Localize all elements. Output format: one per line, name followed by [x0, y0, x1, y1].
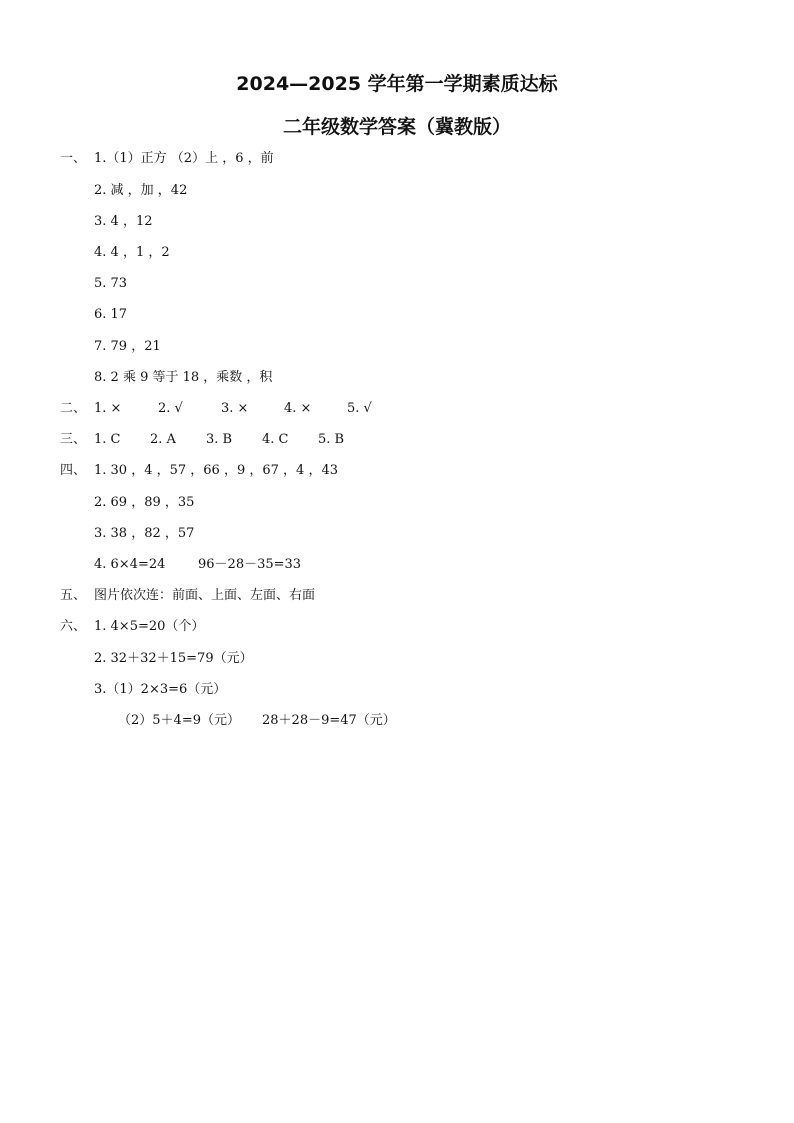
section-4-item-4b: 96－28－35=33 — [198, 557, 302, 572]
section-3-item-2: 2. A — [150, 432, 176, 447]
section-1-label: 一、 — [60, 151, 87, 166]
section-4-label: 四、 — [60, 463, 87, 478]
section-1-item-7: 7. 79 ，21 — [94, 339, 161, 354]
section-6-label: 六、 — [60, 619, 87, 634]
section-1-item-6: 6. 17 — [94, 307, 128, 322]
section-1-item-1: 1.（1）正方 （2）上 ，6 ，前 — [94, 151, 274, 166]
section-3-label: 三、 — [60, 432, 87, 447]
section-5-text: 图片依次连：前面、上面、左面、右面 — [94, 588, 316, 603]
document-subtitle: 二年级数学答案（冀教版） — [282, 116, 511, 138]
section-2-item-5: 5. √ — [347, 401, 372, 416]
section-5-label: 五、 — [60, 588, 87, 603]
section-4-item-1: 1. 30 ，4 ，57 ，66 ，9 ，67 ，4 ，43 — [94, 463, 338, 478]
section-2-item-4: 4. × — [284, 401, 312, 416]
section-3-item-1: 1. C — [94, 432, 121, 447]
section-1-item-3: 3. 4 ，12 — [94, 214, 153, 229]
section-1-item-8: 8. 2 乘 9 等于 18 ，乘数 ，积 — [94, 370, 273, 385]
section-6-item-2: 2. 32＋32＋15=79（元） — [94, 651, 253, 666]
section-2-label: 二、 — [60, 401, 87, 416]
section-1-item-4: 4. 4 ，1 ，2 — [94, 245, 170, 260]
section-4-item-2: 2. 69 ，89 ，35 — [94, 495, 195, 510]
section-4-item-4a: 4. 6×4=24 — [94, 557, 166, 572]
section-2-item-1: 1. × — [94, 401, 122, 416]
section-1-item-5: 5. 73 — [94, 276, 128, 291]
section-4-item-3: 3. 38 ，82 ，57 — [94, 526, 195, 541]
section-6-item-1: 1. 4×5=20（个） — [94, 619, 205, 634]
section-6-item-3: 3.（1）2×3=6（元） — [94, 682, 227, 697]
section-3-item-3: 3. B — [206, 432, 233, 447]
section-1-item-2: 2. 减 ，加 ，42 — [94, 183, 188, 198]
section-3-item-4: 4. C — [262, 432, 289, 447]
section-3-item-5: 5. B — [318, 432, 345, 447]
section-6-item-3-part-2: （2）5＋4=9（元） — [118, 713, 240, 728]
document-title: 2024—2025 学年第一学期素质达标 — [236, 73, 558, 95]
section-2-item-3: 3. × — [221, 401, 249, 416]
section-2-item-2: 2. √ — [158, 401, 183, 416]
section-6-item-3-part-3: 28＋28－9=47（元） — [262, 713, 396, 728]
